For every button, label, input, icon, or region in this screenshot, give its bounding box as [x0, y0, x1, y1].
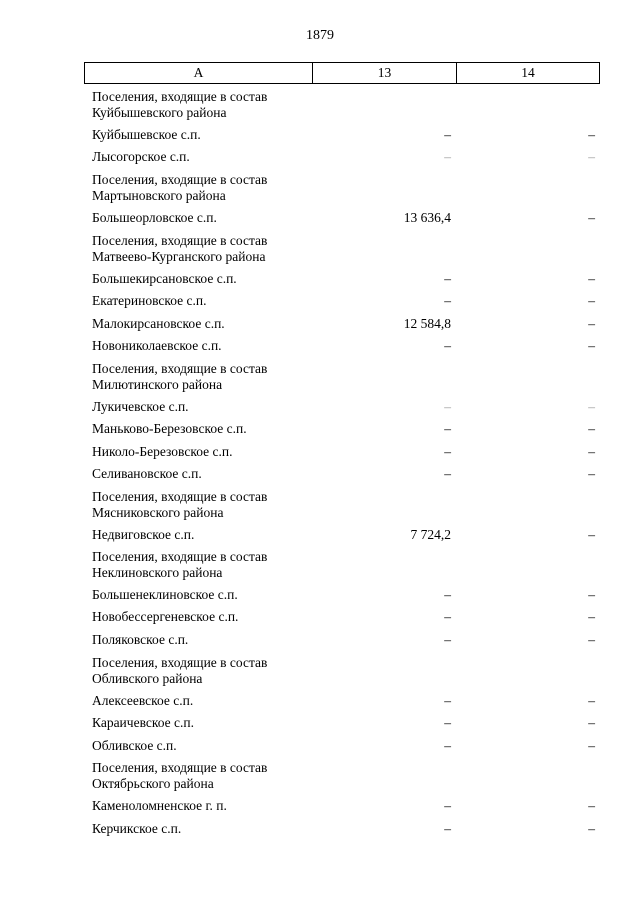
row-value-14: –: [588, 821, 595, 836]
row-value-14: –: [588, 338, 595, 353]
row-name: Алексеевское с.п.: [92, 693, 194, 708]
row-name: Лысогорское с.п.: [92, 149, 190, 164]
row-name: Поселения, входящие в состав Мартыновского района: [92, 172, 268, 203]
row-name: Поселения, входящие в состав Матвеево-Курганского района: [92, 233, 268, 264]
row-name: Селивановское с.п.: [92, 466, 202, 481]
row-name: Поселения, входящие в состав Куйбышевского района: [92, 89, 268, 120]
row-value-14: –: [588, 210, 595, 225]
row-name: Маньково-Березовское с.п.: [92, 421, 247, 436]
row-name: Екатериновское с.п.: [92, 293, 207, 308]
row-name: Поселения, входящие в состав Обливского района: [92, 655, 268, 686]
row-name: Поселения, входящие в состав Октябрьского района: [92, 760, 268, 791]
row-value-13: –: [444, 149, 451, 164]
row-value-14: –: [588, 715, 595, 730]
row-value-13: 7 724,2: [410, 527, 451, 542]
row-name: Большеорловское с.п.: [92, 210, 217, 225]
row-name: Обливское с.п.: [92, 738, 177, 753]
row-name: Караичевское с.п.: [92, 715, 194, 730]
row-name: Поселения, входящие в состав Милютинского района: [92, 361, 268, 392]
column-header-a: А: [85, 63, 313, 83]
row-value-14: –: [588, 693, 595, 708]
row-value-13: –: [444, 127, 451, 142]
row-value-14: –: [588, 399, 595, 414]
row-value-14: –: [588, 293, 595, 308]
row-value-14: –: [588, 271, 595, 286]
row-name: Недвиговское с.п.: [92, 527, 195, 542]
row-value-14: –: [588, 127, 595, 142]
row-value-13: –: [444, 466, 451, 481]
row-value-14: –: [588, 421, 595, 436]
row-value-14: –: [588, 316, 595, 331]
page-number: 1879: [306, 28, 334, 43]
row-value-13: –: [444, 293, 451, 308]
row-value-13: –: [444, 421, 451, 436]
row-value-13: 12 584,8: [403, 316, 451, 331]
row-value-13: –: [444, 693, 451, 708]
table-header: [84, 62, 600, 84]
row-name: Керчикское с.п.: [92, 821, 182, 836]
row-name: Новониколаевское с.п.: [92, 338, 222, 353]
row-value-14: –: [588, 466, 595, 481]
row-value-14: –: [588, 587, 595, 602]
row-name: Лукичевское с.п.: [92, 399, 189, 414]
row-name: Николо-Березовское с.п.: [92, 444, 233, 459]
row-value-13: –: [444, 587, 451, 602]
row-name: Поселения, входящие в состав Неклиновского района: [92, 549, 268, 580]
row-value-13: –: [444, 798, 451, 813]
row-value-14: –: [588, 149, 595, 164]
row-value-13: 13 636,4: [403, 210, 451, 225]
row-value-14: –: [588, 609, 595, 624]
row-value-14: –: [588, 632, 595, 647]
row-value-14: –: [588, 444, 595, 459]
row-name: Большекирсановское с.п.: [92, 271, 237, 286]
row-value-14: –: [588, 527, 595, 542]
row-value-13: –: [444, 338, 451, 353]
row-value-14: –: [588, 738, 595, 753]
column-header-14: 14: [521, 65, 535, 80]
row-value-13: –: [444, 821, 451, 836]
row-value-13: –: [444, 632, 451, 647]
row-name: Новобессергеневское с.п.: [92, 609, 239, 624]
column-header-13: 13: [313, 63, 457, 83]
row-name: Куйбышевское с.п.: [92, 127, 201, 142]
row-value-13: –: [444, 271, 451, 286]
row-value-13: –: [444, 738, 451, 753]
row-value-13: –: [444, 399, 451, 414]
row-value-14: –: [588, 798, 595, 813]
row-name: Малокирсановское с.п.: [92, 316, 225, 331]
row-value-13: –: [444, 715, 451, 730]
row-name: Каменоломненское г. п.: [92, 798, 227, 813]
row-name: Поселения, входящие в состав Мясниковского района: [92, 489, 268, 520]
row-name: Поляковское с.п.: [92, 632, 189, 647]
row-value-13: –: [444, 609, 451, 624]
row-name: Большенеклиновское с.п.: [92, 587, 238, 602]
row-value-13: –: [444, 444, 451, 459]
